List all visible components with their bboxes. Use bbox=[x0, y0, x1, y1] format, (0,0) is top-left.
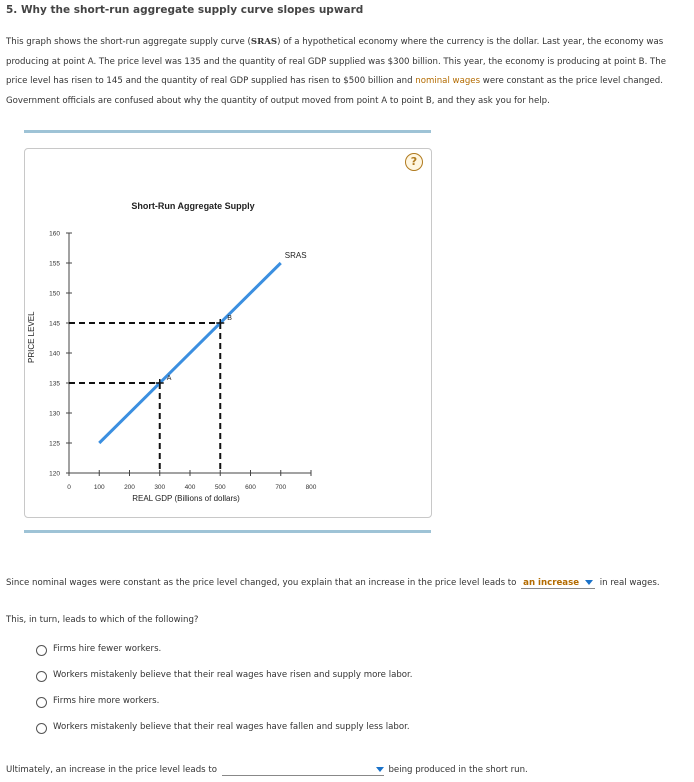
y-tick-label: 150 bbox=[49, 290, 60, 298]
graph-panel bbox=[24, 148, 432, 518]
chevron-down-icon bbox=[585, 580, 593, 585]
intro-text-3: were constant as the price level changed. Government officials are confused about why the quantity of output moved from point A to point B, and they ask you for help. bbox=[6, 76, 663, 106]
x-tick-label: 700 bbox=[275, 484, 287, 491]
option-3[interactable] bbox=[36, 696, 413, 722]
option-label: Workers mistakenly believe that their real wages have risen and supply more labor. bbox=[53, 670, 413, 680]
final-sentence bbox=[6, 765, 528, 776]
sras-line bbox=[99, 263, 281, 443]
option-4[interactable] bbox=[36, 722, 413, 748]
x-tick-label: 400 bbox=[184, 484, 196, 491]
x-axis-label: REAL GDP (Billions of dollars) bbox=[132, 494, 240, 503]
x-tick-label: 300 bbox=[154, 484, 166, 491]
option-1[interactable] bbox=[36, 644, 413, 670]
chevron-down-icon bbox=[376, 767, 384, 772]
question-title: 5. Why the short-run aggregate supply curve slopes upward bbox=[6, 4, 364, 16]
radio-button[interactable] bbox=[36, 697, 47, 708]
chart-title: Short-Run Aggregate Supply bbox=[131, 201, 255, 211]
top-divider bbox=[24, 130, 431, 133]
help-icon[interactable]: ? bbox=[405, 153, 423, 171]
y-tick-label: 120 bbox=[49, 470, 60, 478]
x-tick-label: 800 bbox=[305, 484, 317, 491]
y-axis-label: PRICE LEVEL bbox=[27, 311, 36, 363]
radio-button[interactable] bbox=[36, 723, 47, 734]
option-label: Firms hire fewer workers. bbox=[53, 644, 162, 654]
output-dropdown[interactable] bbox=[222, 765, 384, 776]
y-tick-label: 135 bbox=[49, 380, 60, 388]
y-tick-label: 155 bbox=[49, 260, 60, 268]
intro-text-2: ) of a hypothetical economy where the currency is the dollar. Last year, the economy was producing at point A. The price level was 135 and the quantity of real GDP supplied was $300 billion. This year, the economy is producing at point B. The price level has risen to 145 and the quantity of real GDP supplied has risen to $500 billion and bbox=[6, 37, 667, 86]
y-tick-label: 160 bbox=[49, 230, 60, 238]
sentence-before: Since nominal wages were constant as the price level changed, you explain that an increase in the price level leads to bbox=[6, 578, 517, 588]
real-wage-dropdown[interactable] bbox=[521, 578, 595, 589]
x-tick-label: 100 bbox=[93, 484, 105, 491]
intro-text-1: This graph shows the short-run aggregate supply curve ( bbox=[6, 37, 251, 47]
final-before: Ultimately, an increase in the price level leads to bbox=[6, 765, 217, 775]
sentence-after: in real wages. bbox=[599, 578, 660, 588]
real-wage-dropdown-value: an increase bbox=[523, 578, 580, 588]
intro-paragraph bbox=[6, 33, 690, 111]
option-2[interactable] bbox=[36, 670, 413, 696]
nominal-wages-link[interactable]: nominal wages bbox=[415, 76, 481, 86]
final-after: being produced in the short run. bbox=[388, 765, 528, 775]
option-label: Workers mistakenly believe that their real wages have fallen and supply less labor. bbox=[53, 722, 410, 732]
bottom-divider bbox=[24, 530, 431, 533]
point-label-b: B bbox=[227, 315, 232, 322]
y-tick-label: 145 bbox=[49, 320, 60, 328]
sras-chart[interactable] bbox=[25, 149, 431, 517]
answer-options bbox=[36, 644, 413, 748]
y-tick-label: 140 bbox=[49, 350, 60, 358]
sras-term: SRAS bbox=[250, 37, 278, 47]
x-tick-label: 0 bbox=[67, 484, 71, 491]
point-label-a: A bbox=[166, 375, 172, 382]
radio-button[interactable] bbox=[36, 671, 47, 682]
y-tick-label: 125 bbox=[49, 440, 60, 448]
y-tick-label: 130 bbox=[49, 410, 60, 418]
radio-button[interactable] bbox=[36, 645, 47, 656]
sras-label: SRAS bbox=[284, 251, 307, 260]
follow-up-question: This, in turn, leads to which of the following? bbox=[6, 615, 199, 625]
real-wage-sentence bbox=[6, 578, 660, 589]
x-tick-label: 600 bbox=[245, 484, 256, 491]
x-tick-label: 200 bbox=[124, 484, 135, 491]
x-tick-label: 500 bbox=[214, 484, 226, 491]
option-label: Firms hire more workers. bbox=[53, 696, 160, 706]
